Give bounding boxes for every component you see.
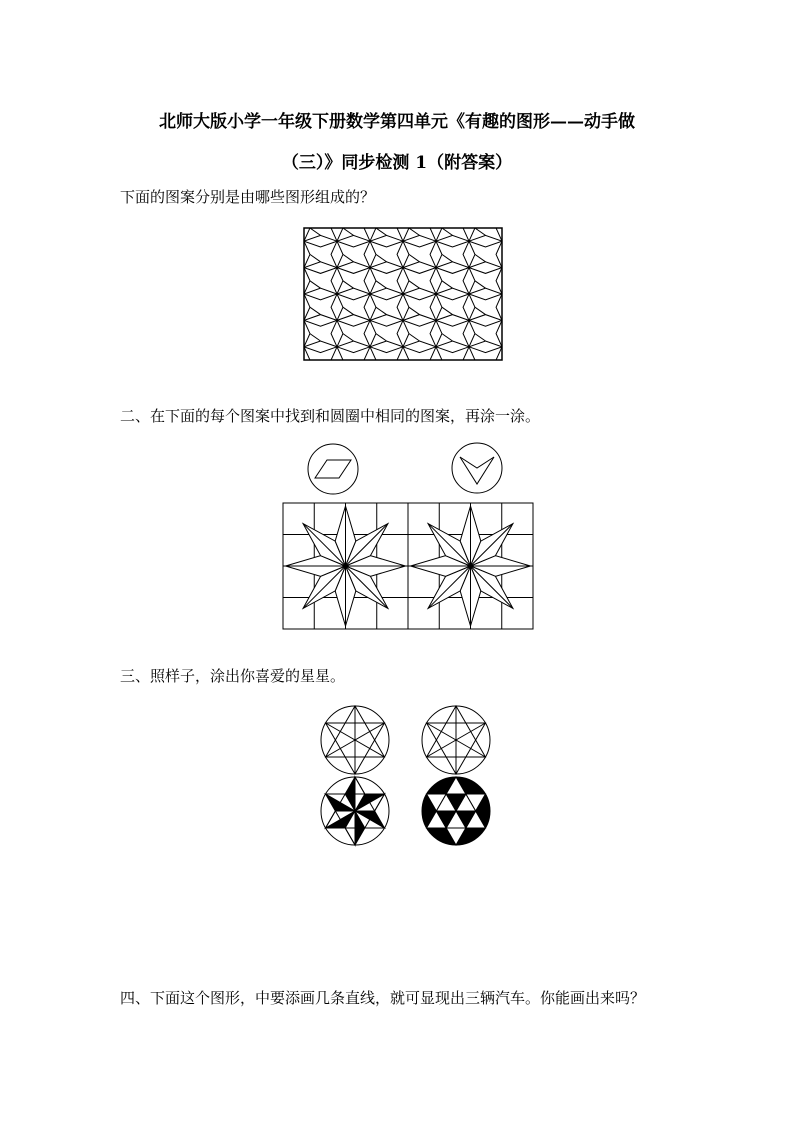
- question-1-text: 下面的图案分别是由哪些图形组成的？: [120, 188, 376, 206]
- edge: [409, 228, 420, 235]
- document-title-line-2: （三）》同步检测 1（附答案）: [281, 153, 513, 173]
- edge: [409, 254, 420, 261]
- rhombus-v: [430, 347, 442, 361]
- rhombus-v: [496, 241, 504, 267]
- edge: [442, 334, 453, 341]
- figure-star-quilt: [282, 502, 534, 630]
- rhombus-h: [403, 341, 436, 353]
- rhombus-v: [496, 268, 504, 294]
- rhombus-h: [436, 341, 469, 353]
- rhombus-v: [496, 320, 504, 346]
- rhombus-v: [397, 241, 409, 267]
- rhombus-h: [337, 288, 370, 300]
- rhombus-v: [463, 241, 475, 267]
- edge: [475, 254, 486, 261]
- rhombus-h: [469, 235, 502, 247]
- rhombus-h: [403, 315, 436, 327]
- rhombus-v: [364, 268, 376, 294]
- rhombus-h: [370, 235, 403, 247]
- rhombus-v: [397, 294, 409, 320]
- edge: [442, 228, 453, 235]
- edge: [442, 254, 453, 261]
- edge: [310, 334, 321, 341]
- edge: [376, 281, 387, 288]
- circle-star-example-filled: [318, 774, 392, 848]
- rhombus-h: [469, 288, 502, 300]
- edge: [475, 281, 486, 288]
- rhombus-v: [496, 294, 504, 320]
- edge: [310, 228, 321, 235]
- edge: [442, 281, 453, 288]
- rhombus-h: [436, 235, 469, 247]
- rhombus-v: [364, 320, 376, 346]
- rhombus-h: [370, 315, 403, 327]
- edge: [376, 334, 387, 341]
- rhombus-h: [436, 315, 469, 327]
- rhombus-h: [370, 262, 403, 274]
- rhombus-shape: [315, 460, 351, 478]
- rhombus-h: [304, 288, 337, 300]
- rhombus-v: [430, 268, 442, 294]
- reference-circle-chevron: [447, 440, 507, 496]
- rhombus-v: [397, 320, 409, 346]
- rhombus-v: [331, 320, 343, 346]
- edge: [376, 307, 387, 314]
- edge: [475, 334, 486, 341]
- edge: [343, 228, 354, 235]
- rhombus-v: [364, 241, 376, 267]
- edge: [343, 334, 354, 341]
- edge: [343, 254, 354, 261]
- edge: [343, 281, 354, 288]
- rhombus-h: [337, 262, 370, 274]
- rhombus-v: [331, 227, 343, 241]
- rhombus-h: [403, 288, 436, 300]
- rhombus-v: [463, 268, 475, 294]
- circle-star-1: [318, 703, 392, 777]
- question-3-text: 三、照样子，涂出你喜爱的星星。: [120, 667, 346, 685]
- edge: [475, 228, 486, 235]
- rhombus-v: [331, 268, 343, 294]
- circle-star-example-dark: [419, 774, 493, 848]
- edge: [409, 281, 420, 288]
- rhombus-h: [469, 315, 502, 327]
- rhombus-h: [436, 288, 469, 300]
- rhombus-h: [469, 262, 502, 274]
- edge: [442, 307, 453, 314]
- rhombus-v: [331, 241, 343, 267]
- rhombus-v: [364, 227, 376, 241]
- rhombus-v: [397, 268, 409, 294]
- rhombus-v: [430, 227, 442, 241]
- rhombus-v: [430, 241, 442, 267]
- rhombus-v: [364, 347, 376, 361]
- rhombus-v: [397, 227, 409, 241]
- rhombus-h: [304, 262, 337, 274]
- edge: [409, 334, 420, 341]
- rhombus-v: [463, 294, 475, 320]
- rhombus-h: [337, 341, 370, 353]
- rhombus-v: [463, 347, 475, 361]
- rhombus-v: [364, 294, 376, 320]
- question-2-text: 二、在下面的每个图案中找到和圆圈中相同的图案，再涂一涂。: [120, 407, 541, 425]
- rhombus-v: [430, 320, 442, 346]
- rhombus-h: [337, 235, 370, 247]
- edge: [310, 307, 321, 314]
- edge: [343, 307, 354, 314]
- rhombus-h: [403, 235, 436, 247]
- rhombus-h: [337, 315, 370, 327]
- rhombus-h: [370, 288, 403, 300]
- rhombus-v: [331, 294, 343, 320]
- reference-circle-rhombus: [303, 442, 363, 496]
- edge: [475, 307, 486, 314]
- rhombus-v: [430, 294, 442, 320]
- edge: [376, 254, 387, 261]
- edge: [409, 307, 420, 314]
- rhombus-h: [370, 341, 403, 353]
- rhombus-h: [403, 262, 436, 274]
- edge: [310, 281, 321, 288]
- rhombus-v: [463, 320, 475, 346]
- rhombus-v: [463, 227, 475, 241]
- edge: [310, 254, 321, 261]
- rhombus-h: [469, 341, 502, 353]
- rhombus-h: [304, 341, 337, 353]
- rhombus-v: [331, 347, 343, 361]
- rhombus-h: [304, 315, 337, 327]
- rhombus-h: [436, 262, 469, 274]
- question-4-text: 四、下面这个图形，中要添画几条直线，就可显现出三辆汽车。你能画出来吗？: [120, 989, 646, 1007]
- document-title-line-1: 北师大版小学一年级下册数学第四单元《有趣的图形——动手做: [159, 112, 635, 132]
- edge: [376, 228, 387, 235]
- figure-tessellation: [303, 227, 504, 361]
- rhombus-h: [304, 235, 337, 247]
- rhombus-v: [397, 347, 409, 361]
- circle-star-2: [419, 703, 493, 777]
